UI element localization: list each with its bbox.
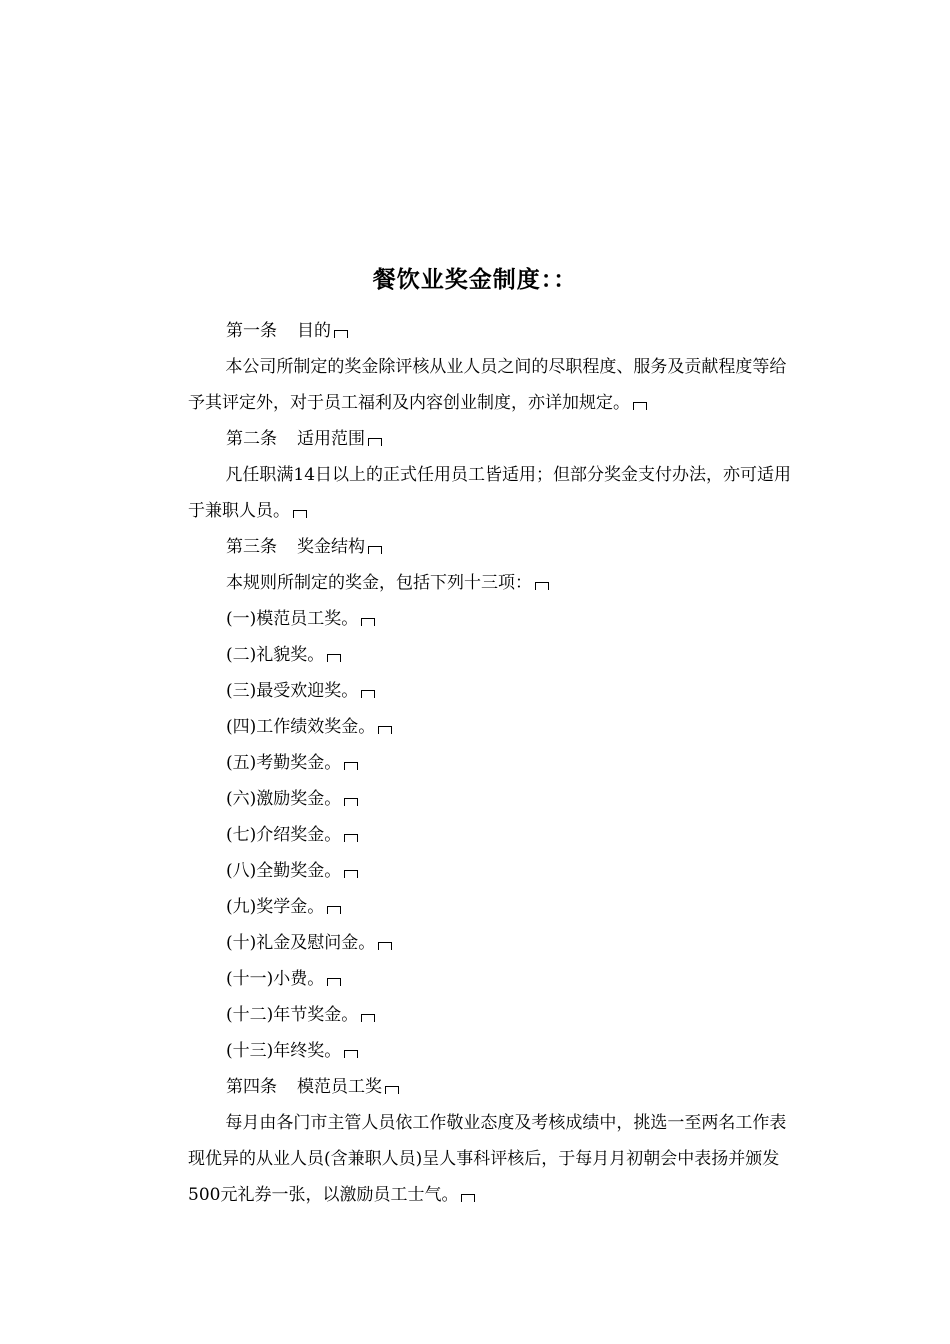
paragraph-mark-icon: [327, 906, 341, 914]
list-item-text: (十)礼金及慰问金。: [226, 933, 376, 953]
list-item-text: (五)考勤奖金。: [226, 753, 342, 773]
article-title: 奖金结构: [297, 537, 365, 557]
paragraph-text: 每月由各门市主管人员依工作敬业态度及考核成绩中，挑选一至两名工作表现优异的从业人员(含兼职人员)呈人事科评核后，于每月月初朝会中表扬并颁发500元礼券一张，以激励员工士气。: [188, 1113, 787, 1205]
article-number: 第一条: [226, 321, 277, 341]
paragraph-text: 凡任职满14日以上的正式任用员工皆适用；但部分奖金支付办法，亦可适用于兼职人员。: [188, 465, 792, 521]
paragraph-mark-icon: [327, 978, 341, 986]
intro-text: 本规则所制定的奖金，包括下列十三项：: [226, 573, 532, 593]
list-item-text: (四)工作绩效奖金。: [226, 717, 376, 737]
list-item-text: (九)奖学金。: [226, 897, 325, 917]
paragraph-mark-icon: [344, 798, 358, 806]
article-number: 第三条: [226, 537, 277, 557]
bonus-list-item: [188, 709, 794, 745]
list-item-text: (七)介绍奖金。: [226, 825, 342, 845]
article-paragraph: [188, 457, 794, 529]
article-title: 适用范围: [297, 429, 365, 449]
bonus-list-item: [188, 781, 794, 817]
bonus-list-item: [188, 853, 794, 889]
bonus-list-item: [188, 889, 794, 925]
article-title: 目的: [297, 321, 331, 341]
paragraph-mark-icon: [293, 510, 307, 518]
paragraph-mark-icon: [344, 762, 358, 770]
bonus-list-item: [188, 817, 794, 853]
list-item-text: (八)全勤奖金。: [226, 861, 342, 881]
paragraph-mark-icon: [378, 726, 392, 734]
bonus-list-item: [188, 961, 794, 997]
paragraph-mark-icon: [361, 618, 375, 626]
bonus-list-item: [188, 925, 794, 961]
list-item-text: (十二)年节奖金。: [226, 1005, 359, 1025]
paragraph-mark-icon: [385, 1086, 399, 1094]
paragraph-mark-icon: [327, 654, 341, 662]
paragraph-mark-icon: [361, 690, 375, 698]
list-item-text: (一)模范员工奖。: [226, 609, 359, 629]
bonus-list-item: [188, 745, 794, 781]
paragraph-mark-icon: [535, 582, 549, 590]
article-heading: [188, 529, 794, 565]
list-item-text: (十三)年终奖。: [226, 1041, 342, 1061]
article-heading: [188, 1069, 794, 1105]
article-paragraph: [188, 349, 794, 421]
article-intro: [188, 565, 794, 601]
list-item-text: (三)最受欢迎奖。: [226, 681, 359, 701]
paragraph-text: 本公司所制定的奖金除评核从业人员之间的尽职程度、服务及贡献程度等给予其评定外，对于员工福利及内容创业制度，亦详加规定。: [188, 357, 787, 413]
bonus-list-item: [188, 673, 794, 709]
paragraph-mark-icon: [344, 870, 358, 878]
article-number: 第四条: [226, 1077, 277, 1097]
paragraph-mark-icon: [361, 1014, 375, 1022]
bonus-list-item: [188, 1033, 794, 1069]
document-title: 餐饮业奖金制度：：: [372, 267, 578, 293]
list-item-text: (十一)小费。: [226, 969, 325, 989]
paragraph-mark-icon: [633, 402, 647, 410]
article-heading: [188, 313, 794, 349]
article-number: 第二条: [226, 429, 277, 449]
paragraph-mark-icon: [334, 330, 348, 338]
paragraph-mark-icon: [344, 834, 358, 842]
paragraph-mark-icon: [378, 942, 392, 950]
list-item-text: (二)礼貌奖。: [226, 645, 325, 665]
document-body: [188, 313, 794, 1213]
article-title: 模范员工奖: [297, 1077, 382, 1097]
bonus-list-item: [188, 637, 794, 673]
paragraph-mark-icon: [368, 546, 382, 554]
paragraph-mark-icon: [344, 1050, 358, 1058]
article-paragraph: [188, 1105, 794, 1213]
paragraph-mark-icon: [368, 438, 382, 446]
bonus-list-item: [188, 997, 794, 1033]
list-item-text: (六)激励奖金。: [226, 789, 342, 809]
paragraph-mark-icon: [461, 1194, 475, 1202]
bonus-list-item: [188, 601, 794, 637]
article-heading: [188, 421, 794, 457]
